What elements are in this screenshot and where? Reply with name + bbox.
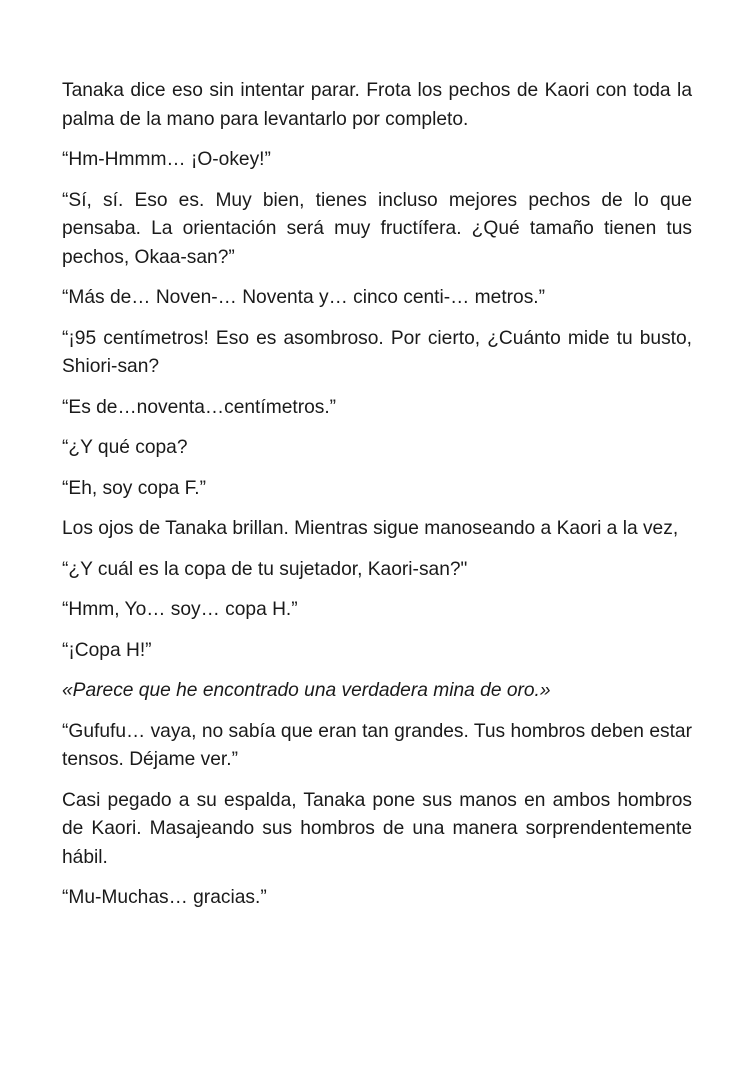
paragraph: Tanaka dice eso sin intentar parar. Frota los pechos de Kaori con toda la palma de la mano para levantarlo por completo. (62, 80, 692, 130)
paragraph: “¿Y qué copa? (62, 437, 188, 458)
paragraph: “¿Y cuál es la copa de tu sujetador, Kaori-san?" (62, 558, 468, 580)
paragraph: Los ojos de Tanaka brillan. Mientras sigue manoseando a Kaori a la vez, (62, 518, 679, 539)
paragraph: “Más de… Noven-… Noventa y… cinco centi-… metros.” (62, 287, 546, 308)
paragraph: “Eh, soy copa F.” (62, 477, 206, 499)
paragraph: “Hmm, Yo… soy… copa H.” (62, 599, 298, 620)
paragraph: “¡95 centímetros! Eso es asombroso. Por cierto, ¿Cuánto mide tu busto, Shiori-san? (62, 327, 692, 377)
paragraph: “Mu-Muchas… gracias.” (62, 887, 267, 908)
paragraph: “¡Copa H!” (62, 639, 152, 661)
paragraph: “Hm-Hmmm… ¡O-okey!” (62, 149, 271, 170)
paragraph: “Sí, sí. Eso es. Muy bien, tienes incluso mejores pechos de lo que pensaba. La orientación será muy fructífera. ¿Qué tamaño tienen tus pechos, Okaa-san?” (62, 189, 692, 268)
paragraph: Casi pegado a su espalda, Tanaka pone sus manos en ambos hombros de Kaori. Masajeando sus hombros de una manera sorprendentemente hábil. (62, 789, 692, 868)
paragraph: “Gufufu… vaya, no sabía que eran tan grandes. Tus hombros deben estar tensos. Déjame ver.” (62, 720, 692, 770)
paragraph: “Es de…noventa…centímetros.” (62, 396, 337, 418)
italic-paragraph: «Parece que he encontrado una verdadera mina de oro.» (62, 680, 551, 701)
